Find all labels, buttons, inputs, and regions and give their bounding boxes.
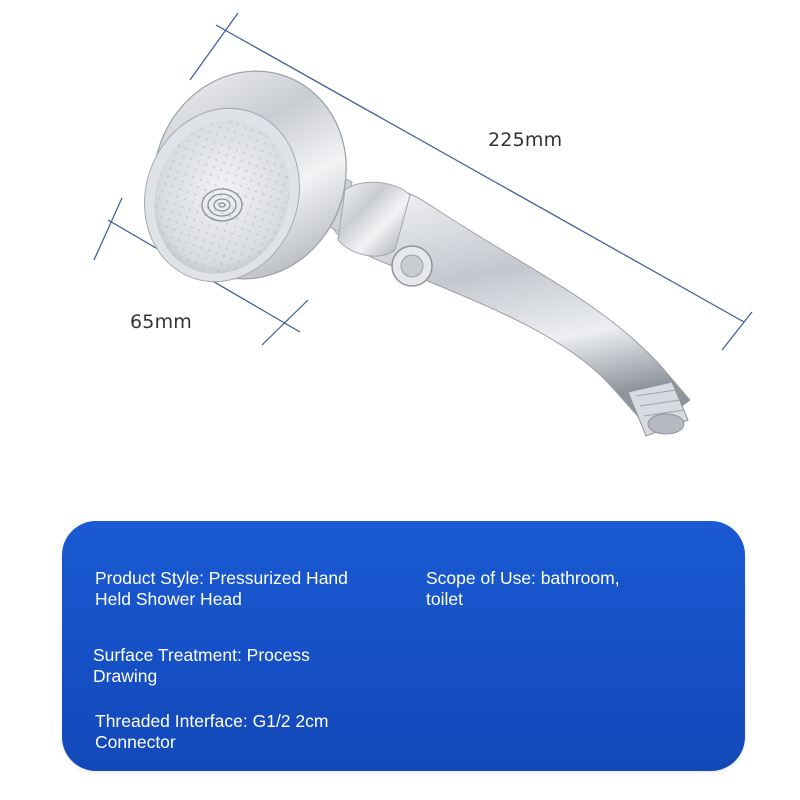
spec-scope-of-use: [426, 568, 686, 610]
spec-surface-treatment: [93, 645, 393, 687]
diameter-dimension-label: 65mm: [130, 311, 192, 333]
spec-threaded-interface: [95, 711, 395, 753]
shower-handle: [305, 165, 690, 436]
spec-scope-line2: toilet: [426, 589, 463, 609]
length-dimension-label: 225mm: [488, 129, 563, 151]
spec-surface-line1: Surface Treatment: Process: [93, 645, 310, 665]
spec-surface-line2: Drawing: [93, 666, 158, 686]
shower-head: [120, 44, 375, 306]
spec-product-style-line1: Product Style: Pressurized Hand: [95, 568, 348, 588]
spec-scope-line1: Scope of Use: bathroom,: [426, 568, 620, 588]
spec-thread-line1: Threaded Interface: G1/2 2cm: [95, 711, 329, 731]
spec-product-style: [95, 568, 395, 610]
spec-product-style-line2: Held Shower Head: [95, 589, 242, 609]
spec-thread-line2: Connector: [95, 732, 176, 752]
